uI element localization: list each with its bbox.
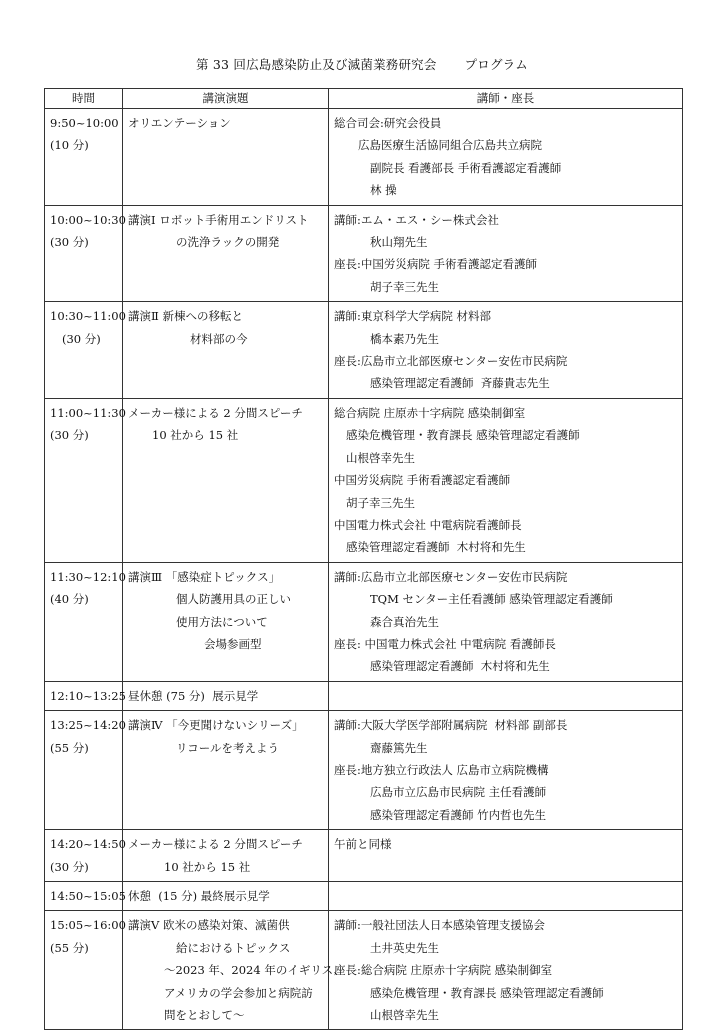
speaker-line: 胡子幸三先生 [346,495,415,510]
table-row [45,302,683,399]
title-line: 休憩 (15 分) 最終展示見学 [128,889,270,903]
speaker-line: 秋山翔先生 [370,235,428,250]
speaker-cell [329,711,683,830]
duration: (30 分) [62,331,101,346]
speaker-line: 感染危機管理・教育課長 感染管理認定看護師 [346,428,580,443]
time-range: 9:50~10:00 [50,116,119,130]
speaker-cell [329,882,683,911]
speaker-line: 広島市立広島市民病院 主任看護師 [370,785,547,800]
speaker-line: 広島医療生活協同組合広島共立病院 [358,138,542,153]
title-line: 給におけるトピックス [176,940,291,955]
duration: (40 分) [50,592,89,607]
title-cell [123,711,329,830]
speaker-line: 講師:広島市立北部医療センター安佐市民病院 [334,569,568,584]
speaker-line: 総合司会:研究会役員 [334,116,442,130]
speaker-line: 感染管理認定看護師 斉藤貴志先生 [370,376,550,391]
title-cell [123,681,329,710]
duration: (30 分) [50,428,89,443]
speaker-line: 山根啓幸先生 [346,450,415,465]
speaker-line: 山根啓幸先生 [370,1008,439,1023]
speaker-line: 講師:エム・エス・シー株式会社 [334,212,499,227]
table-row [45,911,683,1030]
time-cell [45,302,126,399]
speaker-line: TQM センター主任看護師 感染管理認定看護師 [370,592,613,607]
speaker-line: 午前と同様 [334,837,392,852]
time-cell [45,109,123,206]
title-cell [123,205,329,302]
speaker-line: 座長:中国労災病院 手術看護認定看護師 [334,257,538,272]
time-range: 15:05~16:00 [50,918,126,933]
time-range: 10:30~11:00 [50,309,126,324]
time-cell [45,911,126,1030]
time-cell [45,205,126,302]
title-line: 講演Ⅴ 欧米の感染対策、滅菌供 [128,918,290,933]
table-row [45,109,683,206]
speaker-line: 感染管理認定看護師 竹内哲也先生 [370,807,547,822]
title-line: 会場参画型 [204,636,262,651]
title-line: の洗浄ラックの開発 [176,235,280,250]
time-range: 12:10~13:25 [50,688,126,703]
title-line: 講演Ⅰ ロボット手術用エンドリスト [128,212,309,227]
speaker-line: 講師:東京科学大学病院 材料部 [334,309,492,324]
duration: (30 分) [50,859,89,874]
table-row [45,711,683,830]
speaker-line: 中国電力株式会社 中電病院看護師長 [334,517,522,532]
time-range: 11:00~11:30 [50,405,126,420]
program-table [44,88,683,1030]
time-cell [45,830,126,882]
title-cell [123,398,329,562]
title-line: 講演Ⅲ 「感染症トピックス」 [128,569,281,584]
speaker-cell [329,830,683,882]
header-time: 時間 [45,89,123,109]
time-cell [45,562,126,681]
title-line: 個人防護用具の正しい [176,592,291,607]
speaker-line: 講師:大阪大学医学部附属病院 材料部 副部長 [334,718,568,733]
speaker-line: 講師:一般社団法人日本感染管理支援協会 [334,918,545,933]
page-title-main: 第 33 回広島感染防止及び滅菌業務研究会 [196,57,437,72]
speaker-cell [329,911,683,1030]
table-row [45,398,683,562]
speaker-line: 森合真治先生 [370,614,439,629]
time-cell [45,681,126,710]
speaker-cell [329,398,683,562]
time-cell [45,398,126,562]
title-line: 問をとおして～ [164,1008,245,1023]
duration: (55 分) [50,740,89,755]
title-cell [123,302,329,399]
time-range: 14:50~15:05 [50,889,126,903]
speaker-line: 座長:広島市立北部医療センター安佐市民病院 [334,354,568,369]
duration: (30 分) [50,235,89,250]
title-line: 10 社から 15 社 [152,428,239,443]
title-cell [123,830,329,882]
time-cell [45,711,126,830]
title-line: 講演Ⅱ 新棟への移転と [128,309,243,324]
title-cell [123,911,345,1030]
speaker-cell [329,205,683,302]
speaker-line: 林 操 [370,183,397,198]
duration: (10 分) [50,138,89,153]
speaker-line: 感染危機管理・教育課長 感染管理認定看護師 [370,985,604,1000]
speaker-line: 副院長 看護部長 手術看護認定看護師 [370,160,562,175]
speaker-line: 座長:地方独立行政法人 広島市立病院機構 [334,762,549,777]
time-range: 11:30~12:10 [50,569,126,584]
speaker-line: 座長: 中国電力株式会社 中電病院 看護師長 [334,636,556,651]
title-line: メーカー様による 2 分間スピーチ [128,837,303,852]
speaker-cell [329,681,683,710]
title-line: ～2023 年、2024 年のイギリス、 [164,963,345,978]
duration: (55 分) [50,940,89,955]
title-line: リコールを考えよう [176,740,280,755]
header-speaker: 講師・座長 [329,89,683,109]
time-range: 13:25~14:20 [50,718,126,733]
header-row [45,89,683,109]
speaker-cell [329,302,683,399]
speaker-line: 胡子幸三先生 [370,279,439,294]
table-row [45,681,683,710]
title-cell [123,562,329,681]
time-range: 10:00~10:30 [50,212,126,227]
header-title: 講演演題 [123,89,329,109]
speaker-line: 橋本素乃先生 [370,331,439,346]
speaker-line: 総合病院 庄原赤十字病院 感染制御室 [334,405,526,420]
page-title [0,55,724,73]
table-row [45,830,683,882]
time-cell [45,882,126,911]
title-cell [123,882,329,911]
title-line: 使用方法について [176,614,268,629]
table-row [45,562,683,681]
speaker-line: 座長:総合病院 庄原赤十字病院 感染制御室 [334,963,553,978]
speaker-line: 齋藤篤先生 [370,740,428,755]
title-line: メーカー様による 2 分間スピーチ [128,405,303,420]
time-range: 14:20~14:50 [50,837,126,852]
table-row [45,882,683,911]
speaker-line: 感染管理認定看護師 木村将和先生 [346,540,526,555]
title-line: 講演Ⅳ 「今更聞けないシリーズ」 [128,718,304,733]
title-line: アメリカの学会参加と病院訪 [164,985,313,1000]
speaker-cell [329,562,683,681]
page-title-sub: プログラム [464,57,528,72]
speaker-line: 感染管理認定看護師 木村将和先生 [370,659,550,674]
title-cell [123,109,329,206]
title-line: 昼休憩 (75 分) 展示見学 [128,688,259,703]
title-line: 材料部の今 [190,331,248,346]
title-line: オリエンテーション [128,116,231,130]
speaker-cell [329,109,683,206]
speaker-line: 中国労災病院 手術看護認定看護師 [334,473,511,488]
title-line: 10 社から 15 社 [164,859,251,874]
table-row [45,205,683,302]
speaker-line: 土井英史先生 [370,940,439,955]
